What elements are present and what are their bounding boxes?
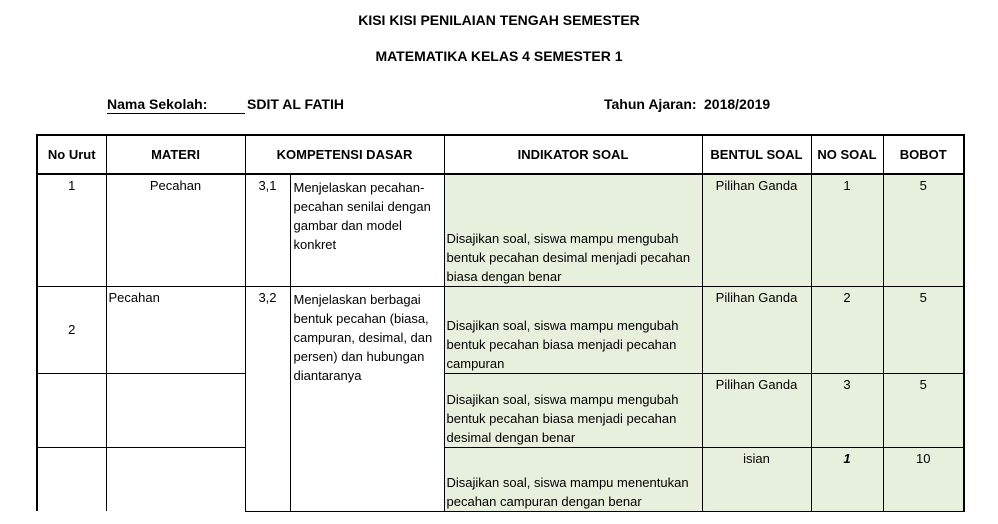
cell-bentuk-soal: isian xyxy=(702,447,811,511)
school-value: SDIT AL FATIH xyxy=(247,96,344,112)
col-header-materi: MATERI xyxy=(106,135,245,174)
cell-materi: Pecahan xyxy=(106,286,245,373)
cell-bentuk-soal: Pilihan Ganda xyxy=(702,174,811,286)
col-header-kompetensi-dasar: KOMPETENSI DASAR xyxy=(245,135,444,174)
cell-no-urut: 1 xyxy=(37,174,106,286)
col-header-no-urut: No Urut xyxy=(37,135,106,174)
cell-indikator: Disajikan soal, siswa mampu mengubah bentuk pecahan biasa menjadi pecahan desimal dengan benar xyxy=(444,373,702,447)
cell-bobot: 5 xyxy=(883,174,964,286)
grid-table xyxy=(36,134,965,512)
cell-no-urut: 2 xyxy=(37,286,106,373)
cell-no-urut xyxy=(37,447,106,511)
cell-no-soal: 1 xyxy=(811,447,883,511)
cell-bentuk-soal: Pilihan Ganda xyxy=(702,373,811,447)
cell-no-soal: 2 xyxy=(811,286,883,373)
cell-kd-number: 3,2 xyxy=(245,286,290,511)
cell-materi xyxy=(106,373,245,447)
cell-materi xyxy=(106,447,245,511)
school-label: Nama Sekolah: xyxy=(107,96,245,114)
cell-kd-text: Menjelaskan berbagai bentuk pecahan (biasa, campuran, desimal, dan persen) dan hubungan diantaranya xyxy=(290,286,444,511)
cell-bobot: 5 xyxy=(883,286,964,373)
cell-bentuk-soal: Pilihan Ganda xyxy=(702,286,811,373)
cell-no-urut xyxy=(37,373,106,447)
year-label: Tahun Ajaran: xyxy=(604,96,697,112)
cell-indikator: Disajikan soal, siswa mampu menentukan pecahan campuran dengan benar xyxy=(444,447,702,511)
col-header-no-soal: NO SOAL xyxy=(811,135,883,174)
table-row xyxy=(37,447,964,511)
document-subtitle: MATEMATIKA KELAS 4 SEMESTER 1 xyxy=(375,48,623,64)
year-value: 2018/2019 xyxy=(704,96,771,112)
col-header-bobot: BOBOT xyxy=(883,135,964,174)
cell-materi: Pecahan xyxy=(106,174,245,286)
cell-indikator: Disajikan soal, siswa mampu mengubah bentuk pecahan biasa menjadi pecahan campuran xyxy=(444,286,702,373)
table-row xyxy=(37,286,964,373)
document-title: KISI KISI PENILAIAN TENGAH SEMESTER xyxy=(358,12,640,28)
table-row xyxy=(37,174,964,286)
table-row xyxy=(37,373,964,447)
cell-bobot: 10 xyxy=(883,447,964,511)
cell-no-soal: 3 xyxy=(811,373,883,447)
col-header-indikator-soal: INDIKATOR SOAL xyxy=(444,135,702,174)
cell-kd-text: Menjelaskan pecahan-pecahan senilai dengan gambar dan model konkret xyxy=(290,174,444,286)
header-row xyxy=(37,135,964,174)
cell-kd-number: 3,1 xyxy=(245,174,290,286)
cell-bobot: 5 xyxy=(883,373,964,447)
cell-indikator: Disajikan soal, siswa mampu mengubah bentuk pecahan desimal menjadi pecahan biasa dengan benar xyxy=(444,174,702,286)
col-header-bentul-soal: BENTUL SOAL xyxy=(702,135,811,174)
cell-no-soal: 1 xyxy=(811,174,883,286)
